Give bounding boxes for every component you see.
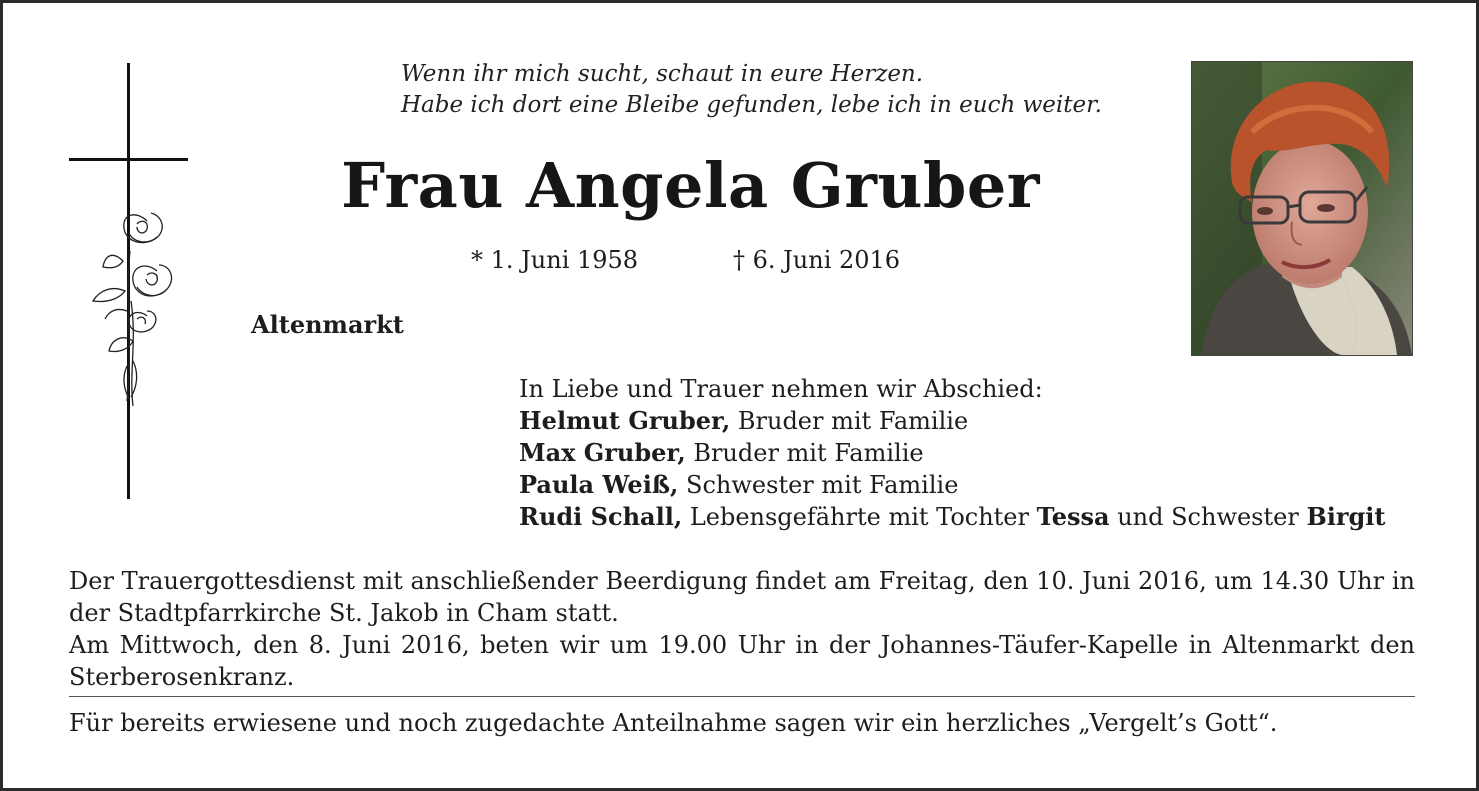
- service-details: [69, 565, 1415, 693]
- motto-line-2: Habe ich dort eine Bleibe gefunden, lebe ich in euch weiter.: [401, 92, 1102, 118]
- mourner-name: Helmut Gruber,: [519, 406, 731, 435]
- mourner-relation-extra: und Schwester: [1109, 503, 1307, 531]
- mourners-intro: In Liebe und Trauer nehmen wir Abschied:: [519, 375, 1043, 403]
- death-date: † 6. Juni 2016: [733, 246, 901, 274]
- cross-with-roses-icon: [67, 61, 192, 503]
- list-item: [519, 437, 1385, 469]
- list-item: [519, 405, 1385, 437]
- divider: [69, 696, 1415, 697]
- birth-date: * 1. Juni 1958: [471, 246, 639, 274]
- mourner-name: Rudi Schall,: [519, 502, 683, 531]
- deceased-name: Frau Angela Gruber: [341, 149, 1040, 222]
- list-item: [519, 501, 1385, 533]
- thanks-text: Für bereits erwiesene und noch zugedachte Anteilnahme sagen wir ein herzliches „Vergelt’s Gott“.: [69, 709, 1278, 737]
- mourners-list: [519, 373, 1385, 533]
- mourner-relation: Bruder mit Familie: [730, 407, 969, 435]
- mourner-relation: Lebensgefährte mit Tochter: [682, 503, 1037, 531]
- mourner-name-tessa: Tessa: [1036, 502, 1110, 531]
- motto-quote: [401, 59, 1102, 121]
- mourner-name: Paula Weiß,: [519, 470, 679, 499]
- rosary-text: Am Mittwoch, den 8. Juni 2016, beten wir um 19.00 Uhr in der Johannes-Täufer-Kapelle in Altenmarkt den Sterberosenkranz.: [69, 631, 1415, 691]
- motto-line-1: Wenn ihr mich sucht, schaut in eure Herzen.: [401, 61, 924, 87]
- mourner-relation: Schwester mit Familie: [678, 471, 959, 499]
- mourner-relation: Bruder mit Familie: [685, 439, 924, 467]
- list-item: [519, 469, 1385, 501]
- portrait-photo: [1191, 61, 1413, 356]
- funeral-service-text: Der Trauergottesdienst mit anschließender Beerdigung findet am Freitag, den 10. Juni 2016, um 14.30 Uhr in der Stadtpfarrkirche St. Jakob in Cham statt.: [69, 567, 1415, 627]
- mourner-name-birgit: Birgit: [1306, 502, 1386, 531]
- mourner-name: Max Gruber,: [519, 438, 686, 467]
- hometown: Altenmarkt: [251, 310, 404, 339]
